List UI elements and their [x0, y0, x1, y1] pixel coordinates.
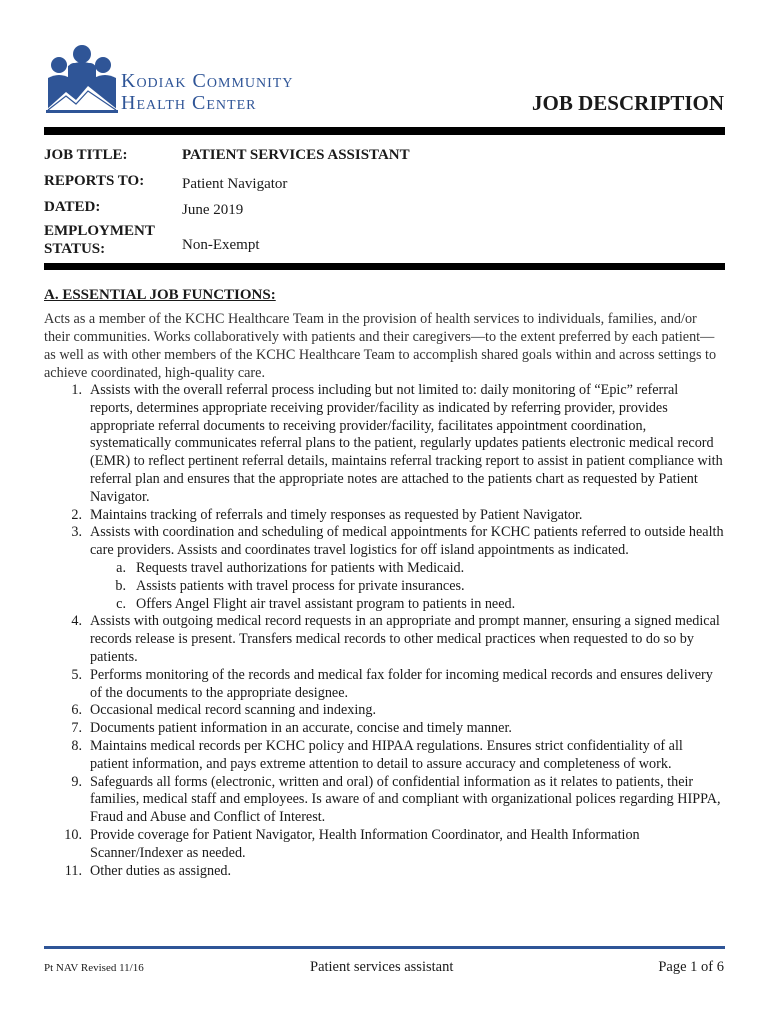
people-mountain-logo-icon [44, 44, 120, 114]
duty-item [44, 702, 724, 720]
footer-revision: Pt NAV Revised 11/16 [44, 962, 144, 974]
duty-number: 9. [71, 773, 82, 790]
duty-item [44, 774, 724, 827]
job-title-label: JOB TITLE: [44, 147, 128, 163]
duty-text: Maintains tracking of referrals and timely responses as requested by Patient Navigator. [90, 506, 583, 523]
duty-number: 4. [71, 613, 82, 630]
duty-item [44, 667, 724, 703]
footer-page-number: Page 1 of 6 [658, 959, 724, 975]
duty-number: 7. [71, 720, 82, 737]
reports-to-value: Patient Navigator [182, 176, 288, 192]
job-title-value: PATIENT SERVICES ASSISTANT [182, 147, 410, 163]
duty-sub-letter: c. [116, 595, 126, 612]
duty-text: Provide coverage for Patient Navigator, Health Information Coordinator, and Health Information Scanner/Indexer as needed. [90, 826, 640, 861]
kchc-logo [44, 44, 334, 114]
duty-item [44, 507, 724, 525]
duty-number: 6. [71, 702, 82, 719]
duty-sub-item [90, 560, 724, 578]
duty-item [44, 827, 724, 863]
employment-status-value: Non-Exempt [182, 237, 260, 253]
duty-item [44, 863, 724, 881]
duty-number: 1. [71, 382, 82, 398]
duty-item [44, 738, 724, 774]
duty-sub-list [90, 560, 724, 613]
header-divider [44, 127, 725, 135]
duty-item [44, 613, 724, 666]
organization-name-line1: Kodiak Community [121, 70, 294, 92]
duty-sub-text: Requests travel authorizations for patients with Medicaid. [136, 559, 465, 576]
duty-number: 3. [71, 524, 82, 541]
duty-text: Assists with outgoing medical record requests in an appropriate and prompt manner, ensuring a signed medical records release is present. Transfers medical records to other medical practices when requested to do so by patients. [90, 613, 720, 665]
duty-text: Assists with coordination and scheduling of medical appointments for KCHC patients referred to outside health care providers. Assists and coordinates travel logistics for off island appointments as indicated. [90, 524, 724, 559]
reports-to-label: REPORTS TO: [44, 173, 145, 189]
organization-name [121, 70, 293, 114]
duty-item [44, 720, 724, 738]
duties-list [44, 382, 724, 880]
duty-sub-letter: b. [115, 577, 126, 594]
duty-text: Maintains medical records per KCHC policy and HIPAA regulations. Ensures strict confidentiality of all patient information, and pays extreme attention to detail to assure accuracy and completeness of work. [90, 737, 683, 772]
duty-sub-text: Offers Angel Flight air travel assistant program to patients in need. [136, 595, 516, 612]
duty-text: Other duties as assigned. [90, 862, 232, 879]
footer-document-name: Patient services assistant [310, 959, 454, 975]
duty-text: Safeguards all forms (electronic, written and oral) of confidential information as it relates to patients, their families, medical staff and employees. Is aware of and compliant with organizational polices regarding HIPPA, Fraud and Abuse and Conflict of Interest. [90, 773, 721, 826]
footer-divider [44, 946, 725, 949]
duty-sub-item [90, 578, 724, 596]
employment-status-label-line2: STATUS: [44, 241, 106, 257]
dated-label: DATED: [44, 199, 101, 215]
duty-item [44, 524, 724, 613]
meta-divider [44, 263, 725, 270]
duty-text: Assists with the overall referral process including but not limited to: daily monitoring of “Epic” referral reports, determines appropriate receiving provider/facility as indicated by referring provider, provides appropriate referral documents to receiving provider/facility, facilitates appointment coordination, systematically communicates referral plans to the patient, regularly updates patients electronic medical record (EMR) to reflect pertinent referral details, maintains referral tracking report to assist in patient compliance with referral plan and ensures that the appropriate notes are attached to the patients chart as requested by Patient Navigator. [90, 382, 723, 505]
duty-sub-item [90, 596, 724, 614]
duty-text: Occasional medical record scanning and indexing. [90, 702, 377, 719]
duty-number: 10. [64, 826, 82, 843]
section-intro-paragraph: Acts as a member of the KCHC Healthcare Team in the provision of health services to individuals, families, and/or their communities. Works collaboratively with patients and their caregivers—to the extent preferred by each patient—as well as with other members of the KCHC Healthcare Team to accomplish shared goals within and across settings to achieve coordinated, high-quality care. [44, 311, 717, 381]
duty-number: 2. [71, 506, 82, 523]
document-title: JOB DESCRIPTION [532, 91, 724, 115]
duty-sub-text: Assists patients with travel process for private insurances. [136, 577, 465, 594]
section-heading-essential-functions: A. ESSENTIAL JOB FUNCTIONS: [44, 287, 276, 303]
duty-sub-letter: a. [116, 559, 126, 576]
duty-number: 5. [71, 666, 82, 683]
duty-number: 8. [71, 737, 82, 754]
dated-value: June 2019 [182, 202, 244, 218]
duty-number: 11. [64, 862, 82, 879]
employment-status-label-line1: EMPLOYMENT [44, 223, 155, 239]
duty-text: Performs monitoring of the records and medical fax folder for incoming medical records and ensures delivery of the documents to the appropriate designee. [90, 666, 713, 701]
organization-name-line2: Health Center [121, 92, 257, 114]
duty-item [44, 382, 724, 507]
duty-text: Documents patient information in an accurate, concise and timely manner. [90, 720, 512, 737]
